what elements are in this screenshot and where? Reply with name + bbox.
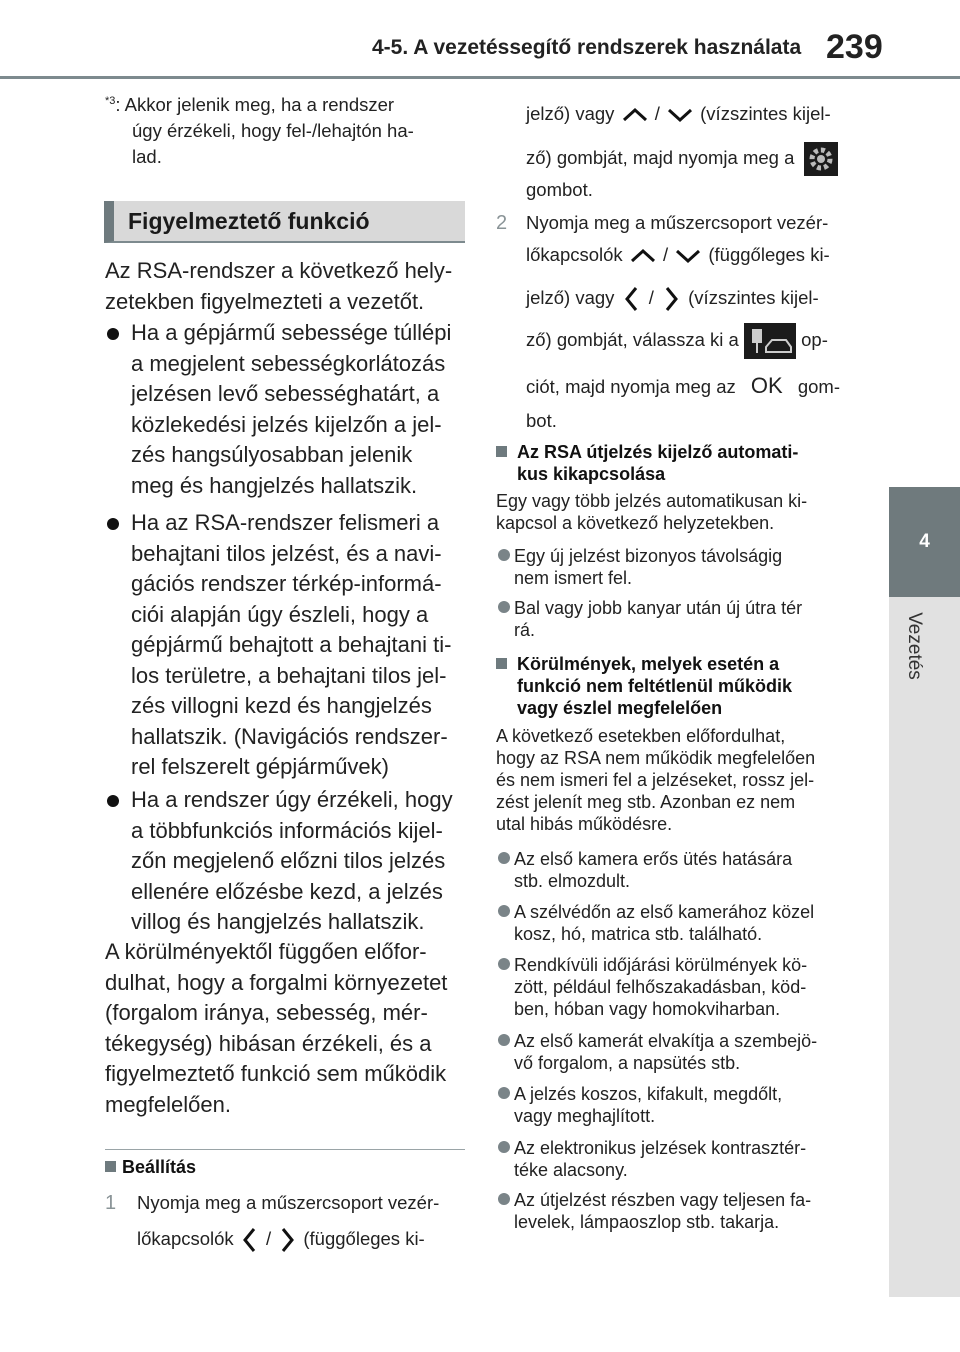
- text-line: stb. elmozdult.: [514, 871, 631, 891]
- bullet-dot: [498, 958, 510, 970]
- bullet-dot: [498, 1034, 510, 1046]
- text-line: nem ismert fel.: [514, 568, 633, 588]
- text-line: ben, hóban vagy homokviharban.: [514, 999, 781, 1019]
- text-line: és nem ismeri fel a jelzéseket, rossz jel-: [496, 770, 815, 790]
- list-item: [496, 901, 856, 947]
- text-line: gációs rendszer térkép-informá-: [131, 571, 442, 596]
- footnote-line: úgy érzékeli, hogy fel-/lehajtón ha-: [132, 120, 414, 142]
- header-divider: [0, 76, 960, 79]
- page-number: 239: [826, 28, 883, 66]
- bullet-dot: [498, 1193, 510, 1205]
- chapter-tab-strip: [889, 597, 960, 1297]
- square-marker: [496, 658, 507, 669]
- bullet-dot: [498, 1087, 510, 1099]
- text-line: Az első kamera erős ütés hatására: [514, 849, 793, 869]
- chevron-left-icon: [239, 1225, 261, 1255]
- text-line: dulhat, hogy a forgalmi környezetet: [105, 969, 448, 995]
- list-item: [496, 1189, 856, 1235]
- list-item: [496, 848, 856, 894]
- text-line: Rendkívüli időjárási körülmények kö-: [514, 955, 808, 975]
- text-line: zés villogni kezd és hangjelzés: [131, 693, 432, 718]
- list-item: [496, 1030, 856, 1076]
- ok-icon: OK: [750, 373, 783, 398]
- step-2-line-6: bot.: [526, 410, 557, 431]
- bullet-dot: [498, 549, 510, 561]
- conditions-paragraph: [496, 725, 856, 835]
- list-item: [496, 954, 856, 1022]
- slash: /: [648, 286, 654, 308]
- list-item: [496, 545, 856, 591]
- chevron-up-icon: [628, 245, 658, 267]
- text-line: Az útjelzést részben vagy teljesen fa-: [514, 1190, 812, 1210]
- settings-heading: [105, 1156, 465, 1178]
- bullet-text: [131, 318, 471, 501]
- text-line: vő forgalom, a napsütés stb.: [514, 1053, 741, 1073]
- list-item: [496, 1083, 856, 1129]
- chapter-tab: [889, 487, 960, 597]
- text-line: Nyomja meg a műszercsoport vezér-: [137, 1192, 440, 1213]
- text-line: jelző) vagy: [526, 286, 615, 308]
- text-line: Az első kamerát elvakítja a szembejö-: [514, 1031, 818, 1051]
- bullet-dot: [107, 328, 119, 340]
- text-line: lőkapcsolók: [526, 244, 623, 265]
- text-line: kapcsol a következő helyzetekben.: [496, 513, 775, 533]
- bullet-dot: [107, 795, 119, 807]
- text-line: téke alacsony.: [514, 1160, 628, 1180]
- chevron-left-icon: [620, 284, 644, 314]
- chevron-right-icon: [659, 284, 683, 314]
- text-line: op-: [801, 328, 828, 350]
- chevron-up-icon: [620, 104, 650, 126]
- outro-paragraph: [105, 937, 465, 1120]
- bullet-dot: [498, 905, 510, 917]
- chapter-title: 4-5. A vezetéssegítő rendszerek használata: [372, 36, 802, 59]
- bullet-item: [105, 318, 465, 508]
- text-line: A körülményektől függően előfor-: [105, 939, 427, 964]
- text-line: villog és hangjelzés hallatszik.: [131, 909, 425, 934]
- text-line: Egy vagy több jelzés automatikusan ki-: [496, 491, 808, 511]
- bullet-text: [131, 508, 471, 783]
- text-line: Ha a rendszer úgy érzékeli, hogy: [131, 787, 453, 812]
- text-line: Az RSA-rendszer a következő hely-: [105, 258, 453, 283]
- text-line: zőn megjelenő előzni tilos jelzés: [131, 848, 446, 873]
- text-line: zetekben figyelmezteti a vezetőt.: [105, 288, 425, 314]
- bullet-item: [105, 785, 465, 940]
- chapter-number: 4: [919, 531, 930, 552]
- text-line: gépjármű behajtott a behajtani ti-: [131, 632, 452, 657]
- text-line: behajtani tilos jelzést, és a navi-: [131, 540, 442, 566]
- chapter-label-wrap: [904, 600, 924, 690]
- step-1-line-4: [526, 142, 861, 176]
- text-line: Bal vagy jobb kanyar után új útra tér: [514, 598, 803, 618]
- auto-off-paragraph: [496, 490, 856, 534]
- text-line: Körülmények, melyek esetén a: [517, 654, 780, 674]
- text-line: zést jelenít meg stb. Azonban ez nem: [496, 792, 796, 812]
- text-line: ző) gombját, majd nyomja meg a: [526, 146, 795, 168]
- footnote-mark: *3: [105, 95, 116, 107]
- bullet-dot: [107, 518, 119, 530]
- chapter-label: Vezetés: [904, 612, 925, 680]
- step-number: 1: [105, 1192, 117, 1214]
- chevron-down-icon: [665, 104, 695, 126]
- text-line: (forgalom iránya, sebesség, mér-: [105, 1000, 428, 1025]
- step-1-line-5: gombot.: [526, 179, 593, 200]
- conditions-heading: [496, 653, 856, 719]
- footnote-line: lad.: [132, 146, 162, 168]
- text-line: zés hangsúlyosabban jelenik: [131, 442, 413, 467]
- text-line: (vízszintes kijel-: [688, 286, 819, 308]
- text-line: A következő esetekben előfordulhat,: [496, 726, 786, 746]
- square-marker: [496, 446, 507, 457]
- text-line: zött, például felhőszakadásban, köd-: [514, 977, 807, 997]
- text-line: funkció nem feltétlenül működik: [517, 676, 793, 696]
- text-line: ciót, majd nyomja meg az: [526, 376, 736, 397]
- step-1-line-3: [526, 103, 861, 126]
- step-2-line-2: [526, 244, 861, 267]
- bullet-dot: [498, 1141, 510, 1153]
- text-line: jelző) vagy: [526, 103, 615, 124]
- text-line: gom-: [797, 376, 840, 397]
- text-line: figyelmeztető funkció sem működik: [105, 1061, 447, 1086]
- slash: /: [265, 1227, 272, 1249]
- bullet-dot: [498, 852, 510, 864]
- divider: [105, 1149, 465, 1150]
- bullet-item: [105, 508, 465, 788]
- text-line: utal hibás működésre.: [496, 814, 673, 834]
- chevron-right-icon: [276, 1225, 298, 1255]
- step-2: [496, 212, 856, 235]
- footnote-text: : Akkor jelenik meg, ha a rendszer: [115, 94, 395, 116]
- text-line: rel felszerelt gépjárművek): [131, 754, 389, 779]
- text-line: Ha az RSA-rendszer felismeri a: [131, 510, 440, 535]
- text-line: Az elektronikus jelzések kontrasztér-: [514, 1138, 807, 1158]
- text-line: tékegység) hibásan érzékeli, és a: [105, 1030, 432, 1056]
- text-line: vagy meghajlított.: [514, 1106, 656, 1126]
- text-line: a megjelent sebességkorlátozás: [131, 350, 446, 376]
- text-line: meg és hangjelzés hallatszik.: [131, 472, 418, 498]
- text-line: A szélvédőn az első kamerához közel: [514, 902, 815, 922]
- bullet-dot: [498, 601, 510, 613]
- text-line: lőkapcsolók: [137, 1227, 234, 1249]
- step-number: 2: [496, 212, 508, 234]
- footnote: [105, 88, 465, 170]
- text-line: hallatszik. (Navigációs rendszer-: [131, 723, 448, 749]
- step-1-line-2: [137, 1225, 467, 1255]
- text-line: (vízszintes kijel-: [700, 103, 831, 124]
- text-line: (függőleges ki-: [303, 1227, 425, 1249]
- text-line: Egy új jelzést bizonyos távolságig: [514, 546, 783, 566]
- text-line: levelek, lámpaoszlop stb. takarja.: [514, 1212, 780, 1232]
- text-line: Az RSA útjelzés kijelző automati-: [517, 442, 799, 462]
- text-line: vagy észlel megfelelően: [517, 698, 723, 718]
- step-2-line-4: [526, 323, 861, 359]
- text-line: ciói alapján úgy észleli, hogy a: [131, 601, 429, 627]
- text-line: kus kikapcsolása: [517, 464, 666, 484]
- text-line: Ha a gépjármű sebessége túllépi: [131, 320, 452, 345]
- step-1: [105, 1192, 470, 1215]
- chevron-down-icon: [673, 245, 703, 267]
- square-marker: [105, 1161, 116, 1172]
- text-line: ző) gombját, válassza ki a: [526, 328, 739, 350]
- text-line: A jelzés koszos, kifakult, megdőlt,: [514, 1084, 783, 1104]
- text-line: megfelelően.: [105, 1091, 231, 1117]
- list-item: [496, 597, 856, 643]
- text-line: közlekedési jelzés kijelzőn a jel-: [131, 411, 442, 437]
- text-line: rá.: [514, 620, 536, 640]
- section-heading: [104, 201, 465, 243]
- slash: /: [654, 103, 660, 124]
- section-title: Figyelmeztető funkció: [128, 208, 370, 234]
- gear-icon: [804, 142, 838, 176]
- list-item: [496, 1137, 856, 1183]
- text-line: ellenére előzésbe kezd, a jelzés: [131, 878, 443, 904]
- bullet-text: [131, 785, 471, 938]
- text-line: los területre, a behajtani tilos jel-: [131, 662, 447, 688]
- text-line: kosz, hó, matrica stb. található.: [514, 924, 763, 944]
- settings-heading-text: Beállítás: [122, 1157, 197, 1177]
- text-line: a többfunkciós információs kijel-: [131, 817, 443, 843]
- intro-paragraph: [105, 256, 465, 317]
- road-sign-assist-icon: [744, 323, 796, 359]
- text-line: jelzésen levő sebességhatárt, a: [131, 381, 440, 406]
- text-line: (függőleges ki-: [708, 244, 830, 265]
- auto-off-heading: [496, 441, 856, 485]
- text-line: hogy az RSA nem működik megfelelően: [496, 748, 816, 768]
- step-2-line-3: [526, 284, 861, 314]
- text-line: Nyomja meg a műszercsoport vezér-: [526, 212, 829, 233]
- step-2-line-5: [526, 373, 861, 399]
- slash: /: [662, 244, 669, 265]
